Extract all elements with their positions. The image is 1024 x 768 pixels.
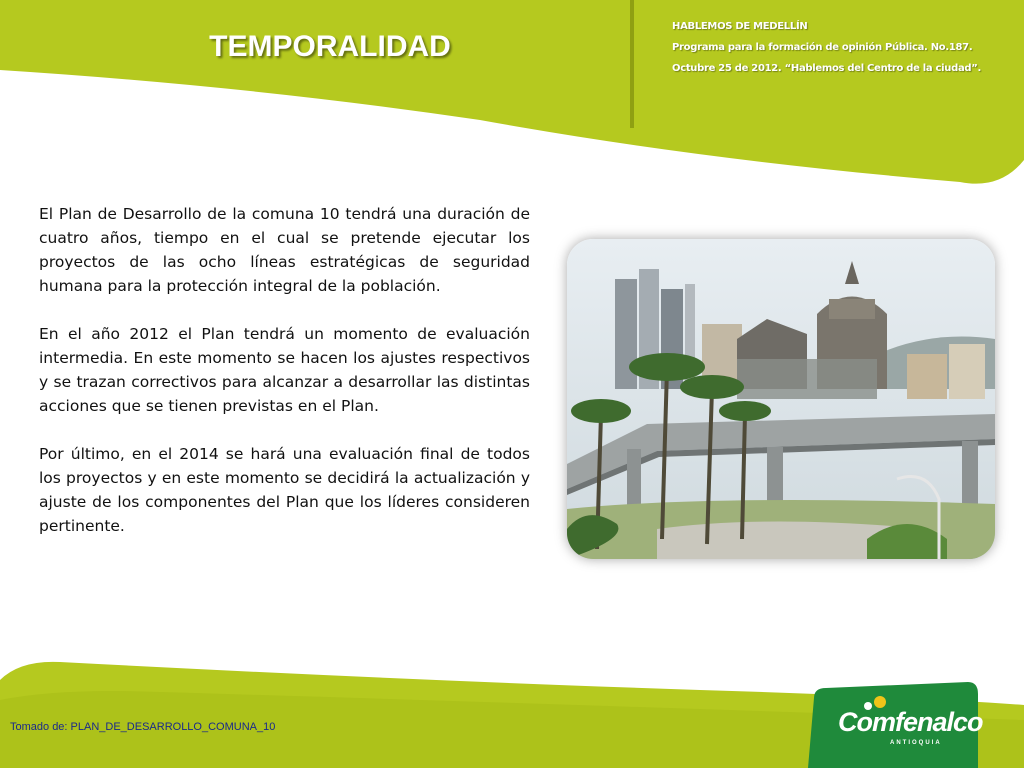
program-info-line: Programa para la formación de opinión Pública. No.187. [672,42,973,53]
comfenalco-logo [808,680,983,768]
city-photo [567,239,995,559]
source-note: Tomado de: PLAN_DE_DESARROLLO_COMUNA_10 [10,721,276,733]
body-text [39,202,530,562]
body-paragraph: El Plan de Desarrollo de la comuna 10 tendrá una duración de cuatro años, tiempo en el cual se pretende ejecutar los proyectos de las ocho líneas estratégicas de seguridad humana para la protección integral de la población. [39,205,530,295]
program-info-line: Octubre 25 de 2012. “Hablemos del Centro de la ciudad”. [672,63,982,74]
slide-title: TEMPORALIDAD [209,30,451,63]
body-paragraph: Por último, en el 2014 se hará una evaluación final de todos los proyectos y en este momento se decidirá la actualización y ajuste de los componentes del Plan que los líderes consideren pertinente. [39,445,530,535]
logo-subtext: ANTIOQUIA [890,740,942,746]
header-divider [630,0,634,128]
city-photo-illustration [567,239,995,559]
program-info-line: HABLEMOS DE MEDELLÍN [672,21,808,32]
body-paragraph: En el año 2012 el Plan tendrá un momento de evaluación intermedia. En este momento se hacen los ajustes respectivos y se trazan correctivos para alcanzar a desarrollar las distintas acciones que se tienen previstas en el Plan. [39,325,530,415]
logo-wordmark: Comfenalco [838,707,983,737]
program-info [672,16,1012,79]
